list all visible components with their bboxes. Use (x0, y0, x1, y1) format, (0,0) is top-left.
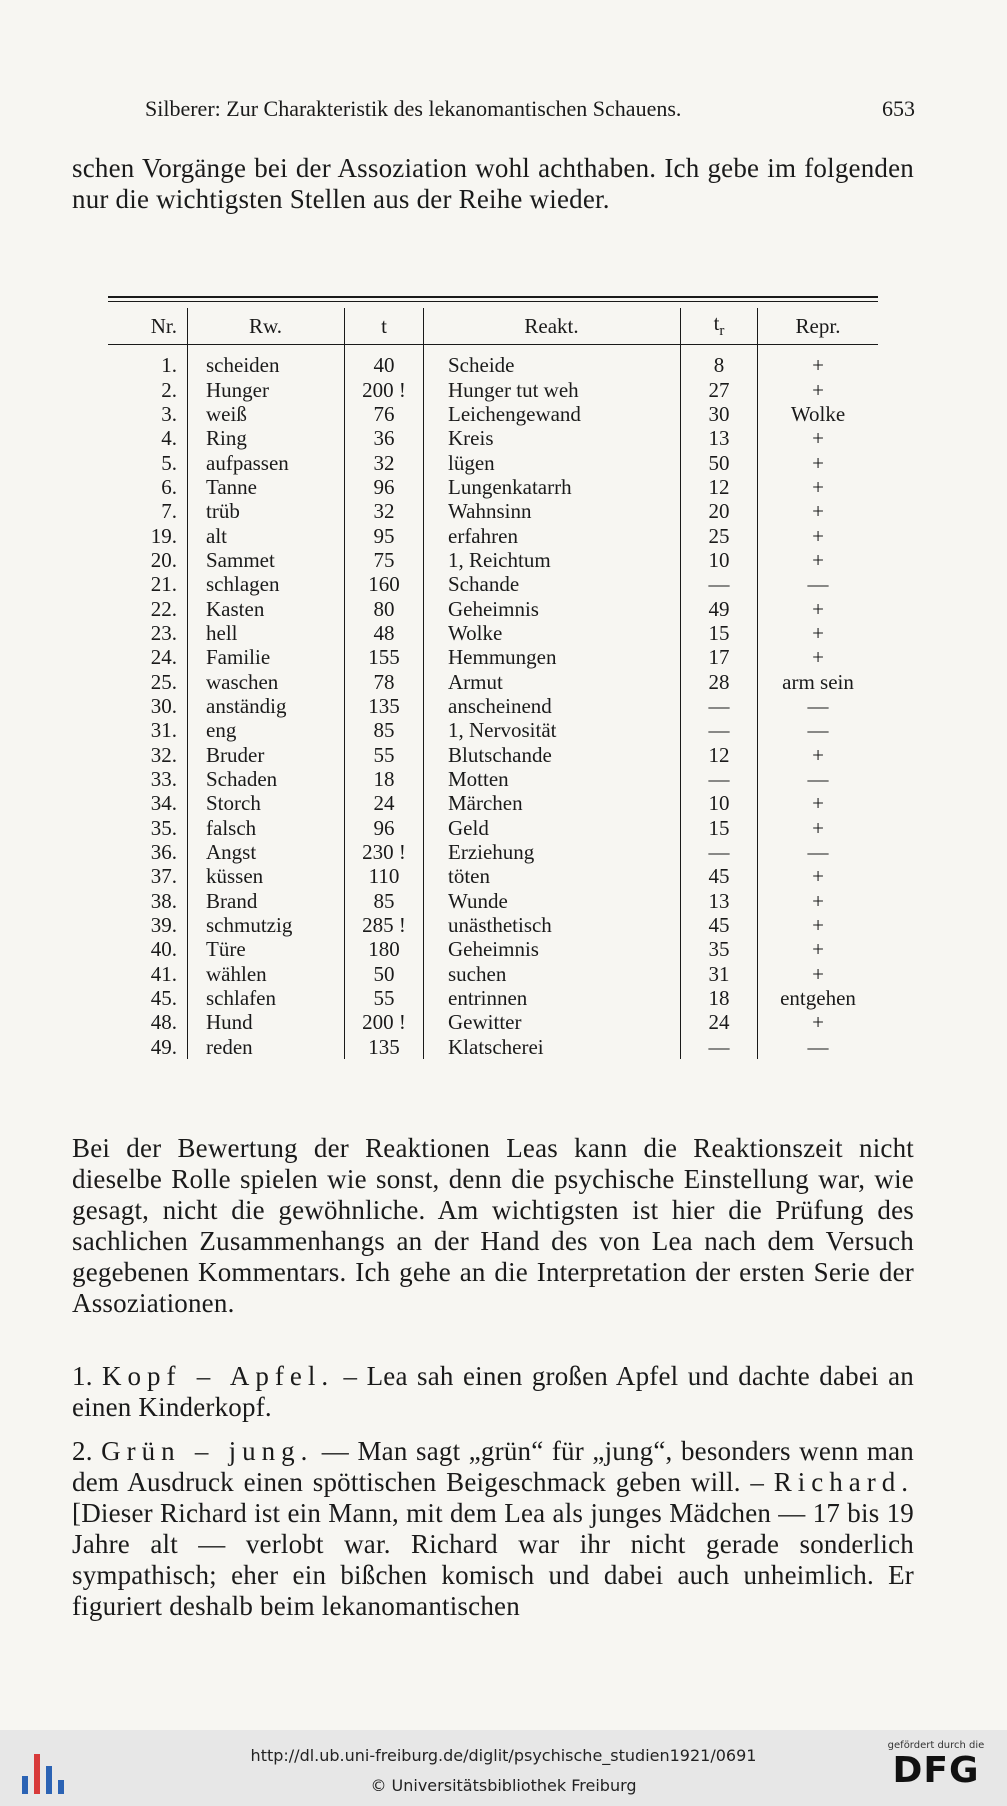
cell-nr: 5. (108, 450, 188, 474)
table-row (108, 1010, 878, 1034)
cell-nr: 22. (108, 596, 188, 620)
cell-rw: scheiden (188, 345, 345, 378)
cell-tr: — (681, 572, 758, 596)
table-header-row (108, 308, 878, 345)
col-header-reakt: Reakt. (424, 308, 681, 345)
cell-rw: weiß (188, 402, 345, 426)
cell-reakt: 1, Nervosität (424, 718, 681, 742)
cell-rw: Bruder (188, 743, 345, 767)
cell-repr: + (812, 815, 824, 840)
cell-reakt: Kreis (424, 426, 681, 450)
item-1-paragraph (72, 1361, 914, 1423)
dfg-tagline: gefördert durch die (887, 1740, 985, 1751)
cell-nr: 33. (108, 767, 188, 791)
cell-reakt: Armut (424, 669, 681, 693)
table-row (108, 548, 878, 572)
cell-repr: arm sein (782, 669, 854, 694)
table-row (108, 345, 878, 378)
cell-t: 85 (345, 889, 424, 913)
cell-repr: + (812, 961, 824, 986)
cell-nr: 23. (108, 621, 188, 645)
cell-nr: 30. (108, 694, 188, 718)
cell-rw: Kasten (188, 596, 345, 620)
cell-nr: 19. (108, 523, 188, 547)
cell-tr: 18 (681, 986, 758, 1010)
cell-tr: 8 (681, 345, 758, 378)
table-top-rule (108, 296, 878, 298)
cell-t: 95 (345, 523, 424, 547)
cell-t: 285 ! (345, 913, 424, 937)
cell-rw: schlafen (188, 986, 345, 1010)
table-row (108, 937, 878, 961)
source-url-link[interactable]: http://dl.ub.uni-freiburg.de/diglit/psychische_studien1921/0691 (250, 1746, 757, 1765)
cell-rw: alt (188, 523, 345, 547)
cell-repr: + (812, 596, 824, 621)
cell-tr: 20 (681, 499, 758, 523)
cell-reakt: anscheinend (424, 694, 681, 718)
cell-rw: wählen (188, 962, 345, 986)
col-header-rw: Rw. (188, 308, 345, 345)
cell-tr: 12 (681, 475, 758, 499)
table-row (108, 645, 878, 669)
cell-nr: 49. (108, 1035, 188, 1059)
cell-nr: 24. (108, 645, 188, 669)
cell-nr: 40. (108, 937, 188, 961)
table-row (108, 767, 878, 791)
cell-reakt: Geheimnis (424, 937, 681, 961)
cell-reakt: Motten (424, 767, 681, 791)
table-row (108, 1035, 878, 1059)
cell-tr: 12 (681, 743, 758, 767)
col-header-t: t (345, 308, 424, 345)
table-row (108, 913, 878, 937)
cell-reakt: töten (424, 864, 681, 888)
cell-t: 55 (345, 986, 424, 1010)
cell-rw: Ring (188, 426, 345, 450)
cell-reakt: erfahren (424, 523, 681, 547)
cell-rw: reden (188, 1035, 345, 1059)
cell-reakt: Gewitter (424, 1010, 681, 1034)
cell-rw: hell (188, 621, 345, 645)
cell-reakt: Schande (424, 572, 681, 596)
cell-reakt: Geld (424, 816, 681, 840)
cell-reakt: Lungenkatarrh (424, 475, 681, 499)
cell-repr: + (812, 791, 824, 816)
cell-rw: Brand (188, 889, 345, 913)
table-row (108, 669, 878, 693)
table-top-rule-thin (108, 301, 878, 302)
cell-reakt: entrinnen (424, 986, 681, 1010)
cell-repr: + (812, 645, 824, 670)
cell-tr: 24 (681, 1010, 758, 1034)
cell-repr: + (812, 937, 824, 962)
item-1-spaced-words: Kopf – Apfel. (102, 1361, 335, 1391)
dfg-logo-text: DFG (892, 1750, 980, 1791)
cell-reakt: Leichengewand (424, 402, 681, 426)
cell-t: 80 (345, 596, 424, 620)
cell-nr: 32. (108, 743, 188, 767)
cell-rw: Türe (188, 937, 345, 961)
cell-t: 40 (345, 345, 424, 378)
cell-repr: + (812, 474, 824, 499)
item-2-spaced-words: Grün – jung. (101, 1436, 314, 1466)
cell-tr: 10 (681, 791, 758, 815)
cell-nr: 31. (108, 718, 188, 742)
cell-tr: 30 (681, 402, 758, 426)
col-header-tr-sub: r (719, 323, 725, 340)
cell-tr: 10 (681, 548, 758, 572)
cell-rw: Storch (188, 791, 345, 815)
col-header-repr: Repr. (758, 308, 879, 345)
cell-t: 135 (345, 1035, 424, 1059)
cell-tr: 49 (681, 596, 758, 620)
copyright-text: © Universitätsbibliothek Freiburg (370, 1776, 637, 1795)
table-row (108, 743, 878, 767)
cell-reakt: Hemmungen (424, 645, 681, 669)
cell-repr: — (807, 718, 829, 743)
cell-t: 48 (345, 621, 424, 645)
cell-rw: trüb (188, 499, 345, 523)
cell-repr: + (812, 353, 824, 378)
cell-t: 32 (345, 499, 424, 523)
item-2-spaced-name: Richard. (773, 1467, 914, 1497)
cell-tr: 25 (681, 523, 758, 547)
table-row (108, 694, 878, 718)
cell-t: 180 (345, 937, 424, 961)
cell-nr: 25. (108, 669, 188, 693)
cell-rw: waschen (188, 669, 345, 693)
col-header-tr: $t_r$ (681, 308, 758, 345)
cell-tr: — (681, 767, 758, 791)
cell-repr: + (812, 913, 824, 938)
cell-rw: schmutzig (188, 913, 345, 937)
cell-nr: 48. (108, 1010, 188, 1034)
cell-t: 200 ! (345, 1010, 424, 1034)
cell-repr: — (807, 840, 829, 865)
cell-nr: 3. (108, 402, 188, 426)
cell-rw: falsch (188, 816, 345, 840)
cell-rw: Sammet (188, 548, 345, 572)
cell-t: 200 ! (345, 377, 424, 401)
cell-rw: Schaden (188, 767, 345, 791)
viewer-footer (0, 1730, 1007, 1806)
cell-repr: entgehen (780, 986, 856, 1011)
table-row (108, 596, 878, 620)
table-row (108, 475, 878, 499)
page-number: 653 (882, 96, 915, 121)
body-paragraph-1: Bei der Bewertung der Reaktionen Leas kann die Reaktionszeit nicht dieselbe Rolle spielen wie sonst, denn die psychische Einstellung war, wie gesagt, nicht die gewöhnliche. Am wichtigsten ist hier die Prüfung des sachlichen Zusammenhangs an der Hand des von Lea nach dem Versuch gegebenen Kommentars. Ich gehe an die Interpretation der ersten Serie der Assoziationen. (72, 1133, 914, 1318)
cell-tr: 31 (681, 962, 758, 986)
cell-reakt: Geheimnis (424, 596, 681, 620)
table-row (108, 962, 878, 986)
cell-rw: Angst (188, 840, 345, 864)
cell-t: 110 (345, 864, 424, 888)
cell-reakt: lügen (424, 450, 681, 474)
association-table (108, 308, 878, 1059)
table-row (108, 377, 878, 401)
running-title: Silberer: Zur Charakteristik des lekanomantischen Schauens. (145, 96, 682, 121)
cell-nr: 39. (108, 913, 188, 937)
cell-t: 18 (345, 767, 424, 791)
item-2-paragraph (72, 1436, 914, 1622)
table-row (108, 523, 878, 547)
table-row (108, 986, 878, 1010)
cell-t: 96 (345, 475, 424, 499)
item-1-number: 1. (72, 1361, 103, 1391)
cell-nr: 4. (108, 426, 188, 450)
item-2-text: [Dieser Richard ist ein Mann, mit dem Lea als junges Mädchen — 17 bis 19 Jahre alt — verlobt war. Richard war ihr nicht gerade sonderlich sympathisch; eher ein bißchen komisch und dabei auch unheimlich. Er figuriert deshalb beim lekanomantischen (72, 1498, 914, 1621)
cell-t: 85 (345, 718, 424, 742)
cell-rw: küssen (188, 864, 345, 888)
cell-t: 75 (345, 548, 424, 572)
item-1-text: – Lea sah einen großen Apfel und dachte dabei an einen Kinderkopf. (72, 1361, 914, 1422)
cell-nr: 1. (108, 345, 188, 378)
cell-repr: + (812, 620, 824, 645)
cell-t: 230 ! (345, 840, 424, 864)
cell-nr: 2. (108, 377, 188, 401)
table-row (108, 450, 878, 474)
table-row (108, 889, 878, 913)
cell-nr: 38. (108, 889, 188, 913)
cell-repr: + (812, 864, 824, 889)
cell-nr: 37. (108, 864, 188, 888)
table-body (108, 345, 878, 1059)
cell-tr: — (681, 840, 758, 864)
cell-reakt: Erziehung (424, 840, 681, 864)
cell-rw: eng (188, 718, 345, 742)
cell-repr: — (807, 767, 829, 792)
cell-tr: 28 (681, 669, 758, 693)
cell-tr: 50 (681, 450, 758, 474)
cell-t: 76 (345, 402, 424, 426)
cell-t: 78 (345, 669, 424, 693)
cell-t: 24 (345, 791, 424, 815)
table-row (108, 840, 878, 864)
table-row (108, 791, 878, 815)
cell-repr: + (812, 888, 824, 913)
cell-tr: — (681, 1035, 758, 1059)
cell-rw: aufpassen (188, 450, 345, 474)
cell-tr: 13 (681, 426, 758, 450)
cell-reakt: unästhetisch (424, 913, 681, 937)
cell-tr: — (681, 694, 758, 718)
cell-tr: — (681, 718, 758, 742)
cell-reakt: Klatscherei (424, 1035, 681, 1059)
cell-nr: 7. (108, 499, 188, 523)
cell-repr: + (812, 547, 824, 572)
table-row (108, 499, 878, 523)
cell-tr: 15 (681, 816, 758, 840)
cell-nr: 45. (108, 986, 188, 1010)
dfg-logo (881, 1740, 991, 1791)
table-row (108, 572, 878, 596)
cell-t: 135 (345, 694, 424, 718)
cell-repr: — (807, 693, 829, 718)
table-row (108, 864, 878, 888)
cell-reakt: 1, Reichtum (424, 548, 681, 572)
cell-repr: — (807, 572, 829, 597)
cell-t: 55 (345, 743, 424, 767)
cell-tr: 27 (681, 377, 758, 401)
cell-rw: Tanne (188, 475, 345, 499)
cell-t: 160 (345, 572, 424, 596)
cell-reakt: Hunger tut weh (424, 377, 681, 401)
cell-reakt: suchen (424, 962, 681, 986)
cell-nr: 34. (108, 791, 188, 815)
cell-rw: anständig (188, 694, 345, 718)
cell-t: 50 (345, 962, 424, 986)
cell-reakt: Wunde (424, 889, 681, 913)
cell-nr: 20. (108, 548, 188, 572)
cell-repr: + (812, 742, 824, 767)
cell-tr: 17 (681, 645, 758, 669)
cell-t: 32 (345, 450, 424, 474)
cell-t: 96 (345, 816, 424, 840)
cell-reakt: Märchen (424, 791, 681, 815)
cell-repr: — (807, 1034, 829, 1059)
item-2-text-mid: — Man sagt „grün“ für „jung“, besonders wenn man dem Ausdruck einen spöttischen Beigeschmack geben will. – (72, 1436, 914, 1497)
cell-repr: + (812, 523, 824, 548)
table-row (108, 426, 878, 450)
cell-rw: Familie (188, 645, 345, 669)
cell-repr: + (812, 426, 824, 451)
cell-tr: 45 (681, 913, 758, 937)
cell-nr: 6. (108, 475, 188, 499)
intro-paragraph: schen Vorgänge bei der Assoziation wohl achthaben. Ich gebe im folgenden nur die wichtigsten Stellen aus der Reihe wieder. (72, 153, 914, 214)
cell-reakt: Scheide (424, 345, 681, 378)
cell-nr: 36. (108, 840, 188, 864)
cell-rw: schlagen (188, 572, 345, 596)
item-2-number: 2. (72, 1436, 102, 1466)
cell-nr: 41. (108, 962, 188, 986)
cell-nr: 21. (108, 572, 188, 596)
cell-t: 36 (345, 426, 424, 450)
table-row (108, 402, 878, 426)
cell-tr: 45 (681, 864, 758, 888)
cell-repr: + (812, 377, 824, 402)
cell-reakt: Blutschande (424, 743, 681, 767)
cell-nr: 35. (108, 816, 188, 840)
table-row (108, 621, 878, 645)
table-row (108, 718, 878, 742)
running-header (145, 96, 915, 122)
cell-rw: Hund (188, 1010, 345, 1034)
cell-repr: Wolke (790, 401, 846, 426)
cell-repr: + (812, 450, 824, 475)
table-row (108, 816, 878, 840)
cell-repr: + (812, 499, 824, 524)
col-header-nr: Nr. (108, 308, 188, 345)
cell-t: 155 (345, 645, 424, 669)
cell-reakt: Wolke (424, 621, 681, 645)
cell-reakt: Wahnsinn (424, 499, 681, 523)
cell-tr: 15 (681, 621, 758, 645)
cell-rw: Hunger (188, 377, 345, 401)
cell-tr: 13 (681, 889, 758, 913)
cell-repr: + (812, 1010, 824, 1035)
cell-tr: 35 (681, 937, 758, 961)
